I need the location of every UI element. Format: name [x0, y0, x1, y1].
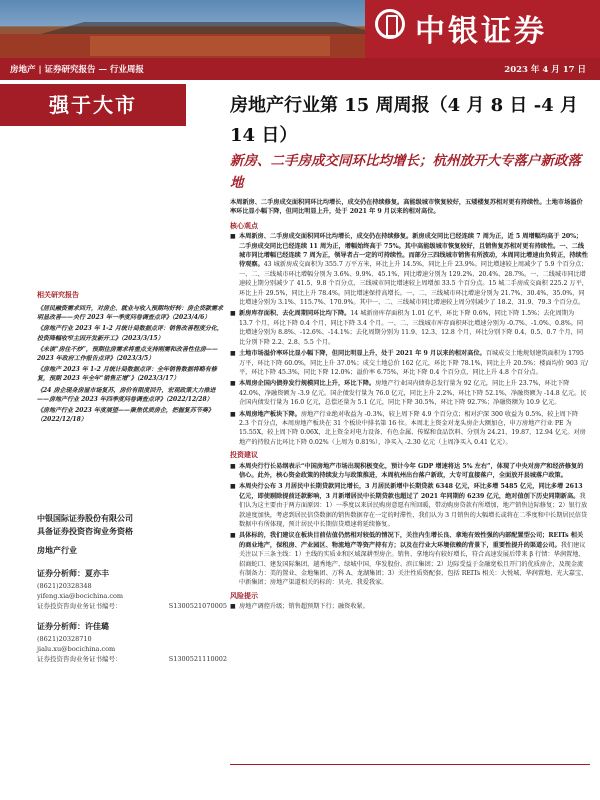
analyst-card	[37, 568, 227, 611]
org-qualification: 具备证券投资咨询业务资格	[37, 526, 133, 536]
invest-points-list	[230, 462, 588, 588]
analyst-phone: (8621)20328710	[37, 635, 92, 643]
bullet-item	[230, 232, 588, 307]
bullet-body-text: 房地产行业绝对收益为 -0.3%，较上周下降 4.9 个百分点；相对沪深 300 收益为 0.5%，较上周下降 2.3 个百分点，本周房地产板块在 31 个板块中排名第 16 位。本周北上资金对龙头房企大额加仓，申万房地产行业 PE 为 15.55X，较上周下降 0.06X，北上资金对电力设备、有色金属、传媒和食品饮料、分别为 24.21、19.87、12.94 亿元。对房地产的持股占比环比下降 0.02%（上周为 0.81%），净买入 -2.30 亿元（上周净买入 0.41 亿元）。	[239, 410, 586, 446]
report-subtitle: 新房、二手房成交同环比均增长；杭州放开大专落户新政落地	[230, 153, 581, 191]
bullet-square-icon: ■	[230, 310, 236, 318]
related-report-link[interactable]: 《房地产行业 2023 年度展望——聚焦优质房企，把握复苏节奏》（2022/12/18）	[37, 407, 214, 424]
report-body	[230, 198, 588, 614]
bullet-square-icon: ■	[230, 350, 236, 358]
section-heading-core: 核心观点	[230, 220, 258, 230]
report-category-bar	[0, 58, 600, 80]
bullet-bold-text: 具体标的，我们建议在板块目前估值仍然相对较低的情况下，关注内生增长良、拿地有效性强的内部配置型公司；REITs 相关的商业地产，保租房、产业园区、物流地产等资产持有方；以及在行业大环境依赖的背景下，重要性提升的渠道公司。	[239, 532, 584, 549]
boc-logo-icon	[375, 9, 405, 39]
bullet-square-icon: ■	[230, 380, 236, 388]
brand-name: 中银证券	[415, 14, 547, 49]
bullet-text	[239, 349, 588, 377]
bullet-text	[239, 602, 588, 611]
related-reports-list	[37, 304, 227, 424]
intro-paragraph: 本周新房、二手房成交面积同环比均增长，成交仍在持续修复。高能级城市恢复较好，五矮楼复苏相对更有持续性。土地市场溢价率环比显小幅下降，但同比明显上升，处于 2021 年 9 月以来的相对高位。	[230, 199, 583, 216]
bullet-square-icon: ■	[230, 233, 236, 241]
analyst-email[interactable]: jialu.xu@bocichina.com	[37, 645, 116, 653]
bullet-item	[230, 379, 588, 407]
bullet-body-text: 14 城新房库存面积为 1.01 亿平，环比下降 0.6%，同比下降 1.5%；去化周期为 13.7 个月，环比下降 0.4 个月，同比下降 3.4 个月。一、二、三线城市库存面积环比增速分别为 -0.7%、-1.0%、0.8%。同比增速分别为 8.8%、-12.6%、-14.1%；去化周期分别为 11.9、12.3、12.8 个月，环比分别下降 0.4、0.5、0.7 个月，同比分别下降 2.2、2.8、5.5 个月。	[239, 310, 584, 346]
bullet-bold-text: 本周新房、二手房成交面积同环比均增长，成交仍在持续修复。新房成交同比已经连续 7 周为正，近 5 周增幅均高于 20%；二手房成交同比已经连续 11 周为正，增幅始终高于 75%。其中高能级城市恢复较好，且销售复苏相对更有持续性。一、二线城市同比增幅已经连续 7 周为正，领导者占一定的可持续性。而部分三四线城市销售有所波动，本周同比增速由负转正，持续性待观察。	[239, 233, 588, 269]
bullet-item	[230, 309, 588, 347]
bullet-item	[230, 602, 588, 611]
bullet-body-text: 百城成交土地规划建筑面积为 1795 万平，环比下降 60.0%，同比上升 37.0%；成交土地总价 162 亿元，环比下降 78.1%，同比上升 20.5%；楼面均价 903 元/平，环比下降 45.3%，同比下降 12.0%；溢价率 6.75%，环比下降 0.4 个百分点，同比上升 4.8 个百分点。	[239, 350, 588, 376]
team-name: 房地产行业	[37, 545, 77, 555]
related-report-link[interactable]: 《房地产行业 2023 年 1-2 月统计局数据点评：销售改善程度分化，投资降幅收窄主因开发新开工》（2023/3/15）	[37, 325, 223, 342]
section-heading-risk: 风险提示	[230, 590, 258, 600]
analyst-cert	[37, 654, 227, 664]
analyst-name: 证券分析师：许佳璐	[37, 621, 109, 631]
core-points-list	[230, 232, 588, 447]
bullet-body-text: 我们建议关注以下三条主线：1）主线的实质业和区域深耕型房企。销售、拿地均有较好增长，符合高速发展后带来 β 行情：华润置地、招商蛇口、建发国际集团、越秀地产、绿城中国、华发股份、滨江集团；2）边际受益于金融宽松且开门的优质房企，及现金流有制备力：美的置业、金地集团、万科 A、龙湖集团；3）关注性质资配套，包括 REITs 相关：大悦城、华润置地、光大嘉宝、中新集团；房地产渠道相关的标的：贝壳、我爱我家。	[239, 541, 588, 587]
bullet-item	[230, 482, 588, 529]
report-title: 房地产行业第 15 周周报（4 月 8 日 -4 月 14 日）	[230, 95, 578, 146]
bullet-text	[239, 232, 588, 307]
analyst-name: 证券分析师：夏亦丰	[37, 568, 109, 578]
bullet-square-icon: ■	[230, 483, 236, 491]
related-report-link[interactable]: 《居民融资需求回升，对房企、就业与收入预期均好转：房企贷款需求明显改善——央行 2023 年一季度问卷调查点评》（2023/4/6）	[37, 305, 224, 322]
related-reports-heading: 相关研究报告	[37, 290, 79, 299]
bullet-bold-text: 土地市场溢价率环比显小幅下降，但同比明显上升，处于 2021 年 9 月以来的相对高位。	[239, 350, 486, 358]
analyst-email[interactable]: yifeng.xia@bocichina.com	[37, 592, 124, 600]
analyst-card	[37, 621, 227, 664]
bullet-body-text: 43 城新房成交面积为 355.7 万平方米，环比上升 14.5%，同比上升 23.9%。同比增速较上周减少了 5.9 个百分点；一、二、三线城市环比增幅分别为 3.6%、9.9%、45.1%，同比增速分别为 129.2%、20.4%、28.7%。一、二线城市同比增速较上期分别减少了 41.5、9.8 个百分点，三线城市同比增速较上周增加 33.5 个百分点。15 城二手房成交面积 225.2 万平，环比上升 29.5%，同比上升 78.4%。同比增速保持高增长。一、二、三线城市环比增速分别为 21.7%、30.4%、35.0%，同比增速分别为 3.1%、115.7%、170.9%。其中一、二、三线城市同比增速较上周分别减少了 18.2、31.9、79.3 个百分点。	[239, 261, 588, 307]
bullet-text	[239, 410, 588, 448]
bullet-square-icon: ■	[230, 532, 236, 540]
bullet-bold-text: 本周房企国内债券发行规模同比上升，环比下降。	[239, 380, 376, 388]
related-report-link[interactable]: 《未谈“房住不炒”，预期住房需求将重点支持刚需和改善性住房——2023 年政府工作报告点评》（2023/3/5）	[37, 345, 218, 363]
analyst-phone: (8621)20328348	[37, 582, 92, 590]
bullet-item	[230, 410, 588, 448]
header-banner	[0, 0, 600, 58]
bullet-text	[239, 531, 588, 587]
section-heading-invest: 投资建议	[230, 450, 258, 460]
bullet-square-icon: ■	[230, 462, 236, 470]
bullet-bold-text: 新房库存面积、去化周期同环比均下降。	[239, 310, 351, 318]
cert-number: S1300521110002	[168, 655, 227, 663]
footer-divider	[230, 764, 590, 765]
palace-light-image	[90, 36, 330, 56]
bullet-bold-text: 本周央行公布 3 月居民中长期贷款同比增长，3 月居民新增中长期贷款 6348 亿元，环比多增 5485 亿元，同比多增 2613 亿元，即使剔除提前还款影响，3 月新增居民中长期贷款也超过了 2021 年同期的 6239 亿元，绝对值创下历史同期新高。	[239, 483, 583, 500]
bullet-text	[239, 379, 588, 407]
bullet-body-text: 房地产行业国内债券总发行量为 92 亿元，同比上升 23.7%，环比下降 42.0%，净融资额为 -3.9 亿元。国企债发行量为 76.0 亿元，同比上升 2.2%，环比下降 52.1%，净融资额为 -14.8 亿元。民企国内债发行量为 16.0 亿元，总偿还量为 5.1 亿元，同比下降 30.5%，环比下降 92.7%；净融资额为 10.9 亿元。	[239, 380, 587, 407]
bullet-text	[239, 482, 588, 529]
cert-label: 证券投资咨询业务证书编号：	[37, 602, 122, 610]
bullet-item	[230, 531, 588, 587]
bullet-body-text: 房地产调控升级；销售超预期下行；融资收紧。	[239, 603, 369, 611]
related-report-link[interactable]: 《24 房企现身房屋市场复苏，房价有限度回升，宏观政策大力推进——房地产行业 2023 年四季度问卷调查点评》（2022/12/28）	[37, 386, 216, 403]
rating-badge: 强于大市	[0, 84, 186, 126]
cert-label: 证券投资咨询业务证书编号：	[37, 655, 122, 663]
bullet-square-icon: ■	[230, 410, 236, 418]
risk-points-list	[230, 602, 588, 611]
report-date: 2023 年 4 月 17 日	[504, 65, 586, 75]
analyst-cert	[37, 601, 227, 611]
related-report-link[interactable]: 《房地产 2023 年 1-2 月统计局数据点评：全年销售数据将略有修复，预期 2023 年全年“销售正增”》（2023/3/17）	[37, 366, 217, 383]
cert-number: S1300521070005	[168, 602, 227, 610]
org-name: 中银国际证券股份有限公司	[37, 513, 133, 523]
bullet-body-text: 我们认为这主要由于两方面原因：1）一季度以来居民购房意愿有所回暖，带动购房贷款有所增加，地产销售边际修复；2）银行放款速度加快，考虑到居民信贷数据的销售数据存在一定的时滞性，我们认为 3 月销售的大幅增长或将在二季度和中长期居民信贷数据中有所体现，预计居民中长期信贷增速将延续修复。	[239, 492, 588, 528]
report-category: 房地产 | 证券研究报告 — 行业周报	[10, 65, 144, 75]
bullet-bold-text: 本周央行行长易纲表示“中国房地产市场出现积极变化，预计今年 GDP 增速将达 5% 左右”，体现了中央对房产和经济修复的信心。此外，核心资金政策的持续发力与政策推进，本周杭州出台落户新政，大专可直接落户，全面放开县城落户政策。	[239, 462, 584, 479]
org-block	[37, 512, 227, 538]
bullet-item	[230, 462, 588, 481]
bullet-text	[239, 309, 588, 347]
bullet-item	[230, 349, 588, 377]
brand-box	[365, 0, 600, 58]
bullet-text	[239, 462, 588, 481]
sidebar	[37, 290, 227, 426]
bullet-square-icon: ■	[230, 603, 236, 611]
bullet-bold-text: 本周房地产板块下降。	[239, 410, 301, 418]
